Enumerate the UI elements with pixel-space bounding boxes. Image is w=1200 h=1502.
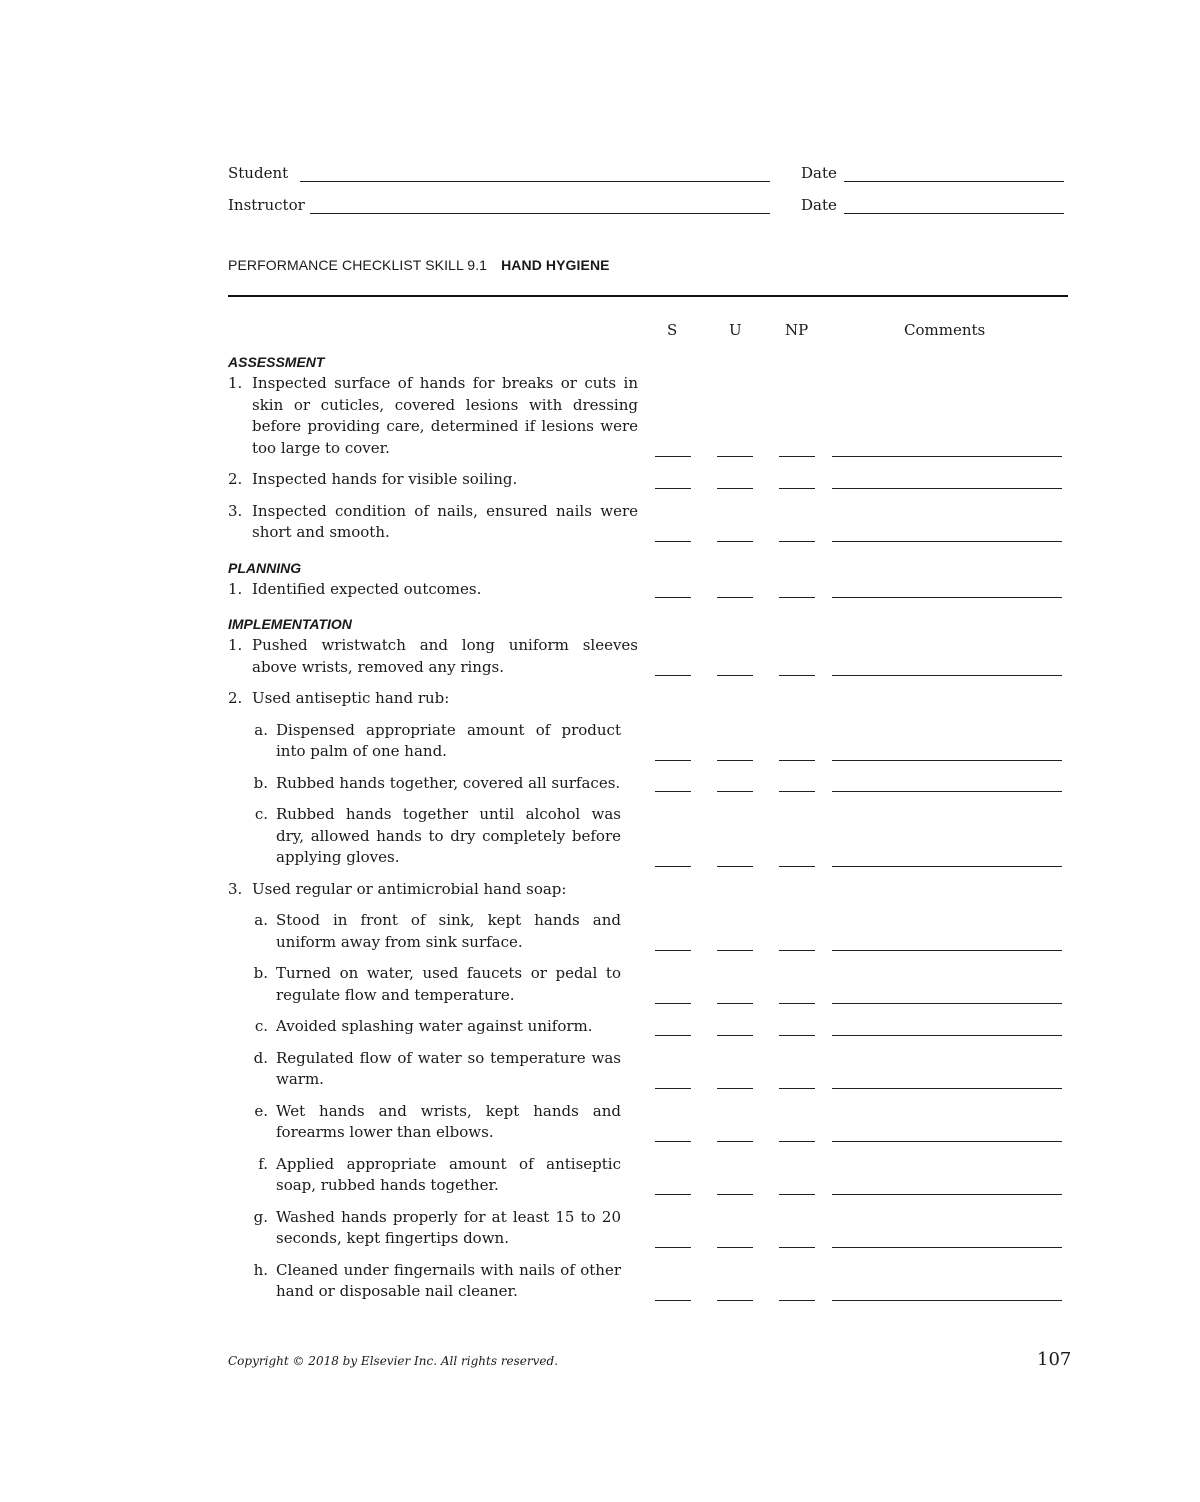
- item-letter: e.: [254, 1101, 268, 1120]
- comments-blank[interactable]: [832, 1247, 1062, 1248]
- section-heading-assessment: ASSESSMENT: [228, 354, 325, 370]
- checklist-item: [228, 635, 1068, 678]
- s-blank[interactable]: [655, 1194, 691, 1195]
- checklist-subitem: [228, 1016, 1068, 1038]
- item-number: 3.: [228, 879, 243, 898]
- student-field[interactable]: [300, 181, 770, 182]
- item-text: Inspected condition of nails, ensured nails were short and smooth.: [252, 501, 638, 541]
- title-prefix: PERFORMANCE CHECKLIST SKILL 9.1: [228, 257, 488, 273]
- s-blank[interactable]: [655, 597, 691, 598]
- u-blank[interactable]: [717, 541, 753, 542]
- s-blank[interactable]: [655, 1088, 691, 1089]
- item-number: 3.: [228, 501, 243, 520]
- item-text: Identified expected outcomes.: [252, 579, 482, 598]
- item-letter: a.: [254, 911, 268, 929]
- s-blank[interactable]: [655, 1035, 691, 1036]
- item-text: Inspected surface of hands for breaks or cuts in skin or cuticles, covered lesions with dressing before providing care, determined if lesions were too large to cover.: [252, 374, 638, 457]
- np-blank[interactable]: [779, 866, 815, 867]
- comments-blank[interactable]: [832, 866, 1062, 867]
- item-text: Washed hands properly for at least 15 to 20 seconds, kept fingertips down.: [276, 1207, 621, 1247]
- comments-blank[interactable]: [832, 456, 1062, 457]
- item-text: Used regular or antimicrobial hand soap:: [252, 879, 567, 898]
- s-blank[interactable]: [655, 488, 691, 489]
- item-letter: b.: [253, 964, 268, 982]
- item-letter: c.: [254, 1017, 268, 1035]
- u-blank[interactable]: [717, 1247, 753, 1248]
- item-text: Used antiseptic hand rub:: [252, 689, 450, 707]
- item-text: Dispensed appropriate amount of product into palm of one hand.: [276, 720, 621, 760]
- s-blank[interactable]: [655, 1300, 691, 1301]
- item-text: Turned on water, used faucets or pedal to regulate flow and temperature.: [276, 964, 621, 1004]
- checklist-subitem: [228, 773, 1068, 795]
- item-text: Cleaned under fingernails with nails of other hand or disposable nail cleaner.: [276, 1260, 621, 1300]
- np-blank[interactable]: [779, 1247, 815, 1248]
- checklist-subitem: [228, 1101, 1068, 1144]
- u-blank[interactable]: [717, 1194, 753, 1195]
- instructor-field[interactable]: [310, 213, 770, 214]
- item-text: Avoided splashing water against uniform.: [276, 1017, 593, 1035]
- comments-blank[interactable]: [832, 675, 1062, 676]
- comments-blank[interactable]: [832, 1035, 1062, 1036]
- s-blank[interactable]: [655, 1003, 691, 1004]
- u-blank[interactable]: [717, 1300, 753, 1301]
- column-np: NP: [785, 321, 809, 339]
- comments-blank[interactable]: [832, 950, 1062, 951]
- checklist-item: [228, 373, 1068, 459]
- np-blank[interactable]: [779, 760, 815, 761]
- item-text: Applied appropriate amount of antiseptic soap, rubbed hands together.: [276, 1154, 621, 1194]
- comments-blank[interactable]: [832, 1088, 1062, 1089]
- instructor-row: [228, 192, 1064, 216]
- u-blank[interactable]: [717, 597, 753, 598]
- item-letter: g.: [253, 1207, 268, 1226]
- u-blank[interactable]: [717, 866, 753, 867]
- s-blank[interactable]: [655, 791, 691, 792]
- title-rule: [228, 295, 1068, 297]
- student-label: Student: [228, 164, 289, 182]
- u-blank[interactable]: [717, 1003, 753, 1004]
- checklist-subitem: [228, 1207, 1068, 1250]
- checklist: [228, 354, 1068, 1303]
- item-letter: c.: [254, 805, 268, 823]
- checklist-subitem: [228, 910, 1068, 953]
- checklist-item: [228, 579, 1068, 601]
- np-blank[interactable]: [779, 1300, 815, 1301]
- np-blank[interactable]: [779, 488, 815, 489]
- comments-blank[interactable]: [832, 541, 1062, 542]
- s-blank[interactable]: [655, 456, 691, 457]
- s-blank[interactable]: [655, 866, 691, 867]
- date-field-2[interactable]: [844, 213, 1064, 214]
- date-label: Date: [801, 164, 837, 182]
- item-text: Rubbed hands together until alcohol was dry, allowed hands to dry completely before applying gloves.: [276, 805, 621, 866]
- page-title: [228, 257, 610, 273]
- np-blank[interactable]: [779, 1141, 815, 1142]
- s-blank[interactable]: [655, 1247, 691, 1248]
- item-text: Stood in front of sink, kept hands and uniform away from sink surface.: [276, 911, 621, 951]
- np-blank[interactable]: [779, 541, 815, 542]
- student-row: [228, 160, 1064, 184]
- copyright-notice: Copyright © 2018 by Elsevier Inc. All rights reserved.: [228, 1354, 559, 1368]
- s-blank[interactable]: [655, 760, 691, 761]
- s-blank[interactable]: [655, 1141, 691, 1142]
- checklist-subitem: [228, 963, 1068, 1006]
- item-letter: b.: [253, 773, 268, 792]
- item-text: Rubbed hands together, covered all surfaces.: [276, 773, 621, 792]
- checklist-subitem: [228, 1260, 1068, 1303]
- checklist-subitem: [228, 804, 1068, 869]
- item-number: 1.: [228, 374, 243, 392]
- checklist-item: [228, 879, 1068, 901]
- np-blank[interactable]: [779, 456, 815, 457]
- section-heading-implementation: IMPLEMENTATION: [228, 616, 352, 632]
- page-number: 107: [1037, 1349, 1072, 1370]
- u-blank[interactable]: [717, 456, 753, 457]
- u-blank[interactable]: [717, 791, 753, 792]
- item-letter: d.: [253, 1048, 268, 1067]
- u-blank[interactable]: [717, 1141, 753, 1142]
- item-letter: f.: [258, 1154, 268, 1173]
- date-label-2: Date: [801, 196, 837, 214]
- item-letter: h.: [253, 1260, 268, 1279]
- u-blank[interactable]: [717, 488, 753, 489]
- item-number: 2.: [228, 470, 243, 488]
- comments-blank[interactable]: [832, 488, 1062, 489]
- checklist-subitem: [228, 1154, 1068, 1197]
- np-blank[interactable]: [779, 791, 815, 792]
- np-blank[interactable]: [779, 950, 815, 951]
- np-blank[interactable]: [779, 1003, 815, 1004]
- instructor-label: Instructor: [228, 196, 305, 214]
- comments-blank[interactable]: [832, 1003, 1062, 1004]
- s-blank[interactable]: [655, 541, 691, 542]
- u-blank[interactable]: [717, 950, 753, 951]
- item-number: 2.: [228, 689, 243, 707]
- checklist-item: [228, 688, 1068, 710]
- np-blank[interactable]: [779, 597, 815, 598]
- item-text: Inspected hands for visible soiling.: [252, 470, 518, 488]
- title-name: HAND HYGIENE: [501, 257, 610, 273]
- u-blank[interactable]: [717, 760, 753, 761]
- column-u: U: [729, 321, 742, 339]
- comments-blank[interactable]: [832, 1300, 1062, 1301]
- item-letter: a.: [254, 720, 268, 739]
- column-comments: Comments: [904, 321, 986, 339]
- checklist-item: [228, 469, 1068, 491]
- column-s: S: [667, 321, 678, 339]
- np-blank[interactable]: [779, 1194, 815, 1195]
- np-blank[interactable]: [779, 1088, 815, 1089]
- s-blank[interactable]: [655, 675, 691, 676]
- checklist-item: [228, 501, 1068, 544]
- np-blank[interactable]: [779, 675, 815, 676]
- comments-blank[interactable]: [832, 597, 1062, 598]
- comments-blank[interactable]: [832, 1141, 1062, 1142]
- np-blank[interactable]: [779, 1035, 815, 1036]
- section-heading-planning: PLANNING: [228, 559, 302, 576]
- comments-blank[interactable]: [832, 791, 1062, 792]
- item-text: Pushed wristwatch and long uniform sleeves above wrists, removed any rings.: [252, 636, 638, 676]
- comments-blank[interactable]: [832, 1194, 1062, 1195]
- s-blank[interactable]: [655, 950, 691, 951]
- date-field[interactable]: [844, 181, 1064, 182]
- u-blank[interactable]: [717, 1035, 753, 1036]
- item-number: 1.: [228, 636, 243, 654]
- u-blank[interactable]: [717, 1088, 753, 1089]
- item-number: 1.: [228, 579, 243, 598]
- checklist-subitem: [228, 720, 1068, 763]
- u-blank[interactable]: [717, 675, 753, 676]
- item-text: Wet hands and wrists, kept hands and forearms lower than elbows.: [276, 1101, 621, 1141]
- comments-blank[interactable]: [832, 760, 1062, 761]
- checklist-subitem: [228, 1048, 1068, 1091]
- item-text: Regulated flow of water so temperature was warm.: [276, 1048, 621, 1088]
